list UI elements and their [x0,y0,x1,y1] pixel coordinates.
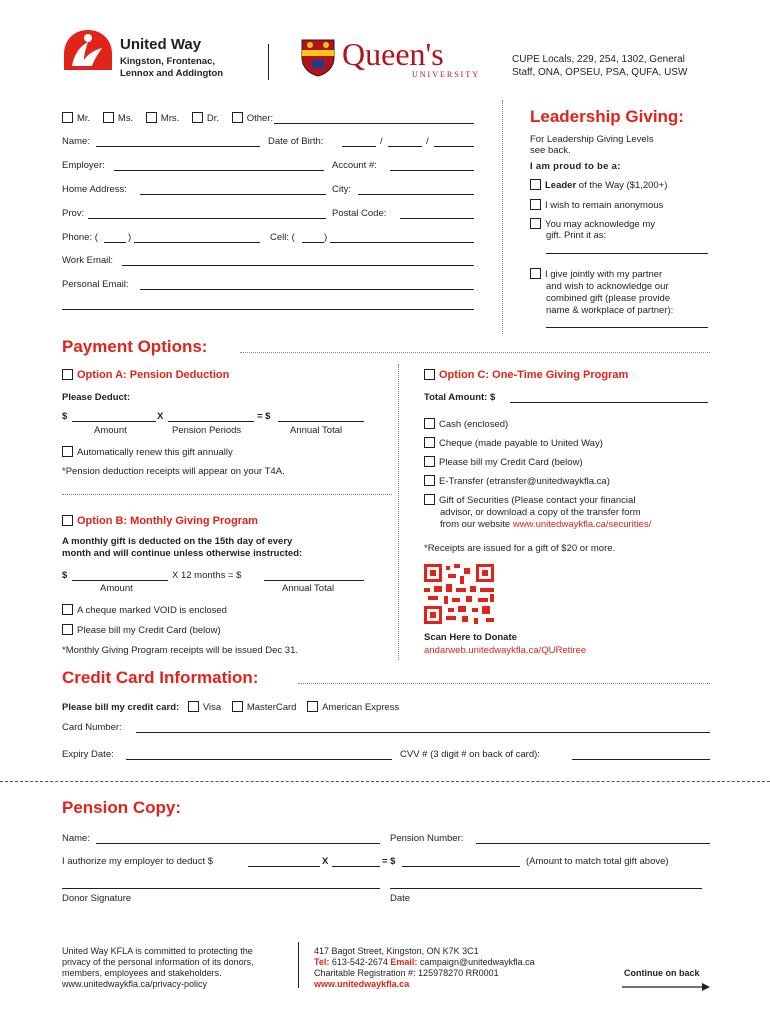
prov-label: Prov: [62,208,85,219]
home-label: Home Address: [62,184,127,195]
anon-option [530,199,663,211]
cell-label: Cell: ( [270,232,295,243]
optionC-checkbox[interactable] [424,369,435,380]
dob-day-field[interactable] [342,146,376,147]
credit-title-rule [298,683,710,684]
employer-label: Employer: [62,160,105,171]
please-deduct-label: Please Deduct: [62,392,131,403]
card-number-label: Card Number: [62,722,122,733]
personal-email-field-2[interactable] [62,309,474,310]
continue-label: Continue on back [624,968,700,978]
optC-bill-checkbox[interactable] [424,456,435,467]
optB-amount-field[interactable] [72,580,168,581]
personal-email-label: Personal Email: [62,279,129,290]
ack-option [530,218,655,230]
credit-bill-label: Please bill my credit card: [62,702,180,713]
tel-value: 613-542-2674 [329,957,391,967]
joint-label4: name & workplace of partner): [546,305,674,316]
email-value[interactable]: campaign@unitedwaykfla.ca [417,957,535,967]
auto-renew-checkbox[interactable] [62,446,73,457]
optionB-label: Option B: Monthly Giving Program [77,515,258,527]
optB-bill-label: Please bill my Credit Card (below) [77,625,221,636]
header-divider [268,44,269,80]
phone-area-field[interactable] [104,242,126,243]
leadership-note2: see back. [530,145,571,156]
ack-label1: You may acknowledge my [545,219,656,230]
city-label: City: [332,184,351,195]
continue-arrow-icon [622,982,710,992]
phone-label: Phone: ( [62,232,98,243]
queens-sub: UNIVERSITY [412,70,480,79]
city-field[interactable] [358,194,474,195]
optA-rule [62,494,392,495]
name-label: Name: [62,136,90,147]
etransfer-checkbox[interactable] [424,475,435,486]
authorize-total-field[interactable] [402,866,520,867]
footer-contact [314,957,535,967]
privacy-link[interactable]: www.unitedwaykfla.ca/privacy-policy [62,979,208,989]
cvv-field[interactable] [572,759,710,760]
cut-line [0,781,770,782]
optionC-label: Option C: One-Time Giving Program [439,369,629,381]
footer-address: 417 Bagot Street, Kingston, ON K7K 3C1 [314,946,479,956]
securities-option [424,494,635,506]
joint-label1: I give jointly with my partner [545,269,663,280]
dob-year-field[interactable] [434,146,474,147]
match-note: (Amount to match total gift above) [526,856,669,867]
credit-title: Credit Card Information: [62,668,259,687]
ack-checkbox[interactable] [530,218,541,229]
monthly-note2: month and will continue unless otherwise instructed: [62,548,303,559]
dob-label: Date of Birth: [268,136,324,147]
united-way-hand-icon [60,26,116,78]
account-field[interactable] [390,170,474,171]
monthly-receipt-note: *Monthly Giving Program receipts will be issued Dec 31. [62,645,299,656]
dr-checkbox[interactable] [192,112,203,123]
leader-rest: of the Way ($1,200+) [576,180,668,191]
optB-dollar: $ [62,570,68,581]
locals-line1: CUPE Locals, 229, 254, 1302, General [512,54,685,65]
total-field[interactable] [510,402,708,403]
payment-divider [398,364,399,660]
joint-checkbox[interactable] [530,268,541,279]
card-number-field[interactable] [136,732,710,733]
credit-card-options [62,701,399,713]
pension-note: *Pension deduction receipts will appear on your T4A. [62,466,285,477]
ack-label2: gift. Print it as: [546,230,607,241]
payment-title: Payment Options: [62,337,208,356]
auto-renew-option [62,446,233,458]
optA-x: X [157,411,164,422]
name-field[interactable] [96,146,260,147]
charity-number: Charitable Registration #: 125978270 RR0001 [314,968,499,978]
securities-label1: Gift of Securities (Please contact your financial [439,495,636,506]
dob-month-field[interactable] [388,146,422,147]
optA-periods-field[interactable] [168,421,254,422]
optA-amount-caption: Amount [94,425,127,436]
monthly-note1: A monthly gift is deducted on the 15th day of every [62,536,293,547]
amex-label: American Express [322,702,400,713]
proud-label: I am proud to be a: [530,161,621,172]
dr-label: Dr. [206,113,220,124]
cheque-void-option [62,604,227,616]
authorize-label: I authorize my employer to deduct $ [62,856,214,867]
pension-title: Pension Copy: [62,798,182,817]
securities-checkbox[interactable] [424,494,435,505]
optC-bill-option [424,456,583,468]
pension-number-label: Pension Number: [390,833,464,844]
dob-slash-2: / [426,136,429,147]
optA-periods-caption: Pension Periods [172,425,242,436]
cell-area-field[interactable] [302,242,324,243]
authorize-periods-field[interactable] [332,866,380,867]
mrs-checkbox[interactable] [146,112,157,123]
cvv-label: CVV # (3 digit # on back of card): [400,749,540,760]
qr-code-icon[interactable] [424,564,496,624]
title-options [62,112,273,124]
etransfer-label: E-Transfer (etransfer@unitedwaykfla.ca) [439,476,610,487]
cheque-void-label: A cheque marked VOID is enclosed [77,605,227,616]
ack-name-field[interactable] [546,253,708,254]
authorize-eq: = $ [382,856,396,867]
date-field[interactable] [390,888,702,889]
securities-link[interactable]: www.unitedwaykfla.ca/securities/ [512,519,652,530]
optionC [424,369,628,381]
optA-dollar: $ [62,411,68,422]
securities-label2: advisor, or download a copy of the transfer form [440,507,641,518]
joint-label3: combined gift (please provide [546,293,671,304]
home-field[interactable] [140,194,326,195]
joint-option [530,268,662,280]
account-label: Account #: [332,160,377,171]
prov-field[interactable] [88,218,326,219]
locals-line2: Staff, ONA, OPSEU, PSA, QUFA, USW [512,67,688,78]
footer-website[interactable]: www.unitedwaykfla.ca [314,979,410,989]
leader-checkbox[interactable] [530,179,541,190]
optB-bill-option [62,624,221,636]
other-field[interactable] [274,123,474,124]
pension-number-field[interactable] [476,843,710,844]
pension-name-label: Name: [62,833,90,844]
optB-total-field[interactable] [264,580,364,581]
mastercard-checkbox[interactable] [232,701,243,712]
leader-option [530,179,667,191]
optionB [62,515,258,527]
privacy-line1: United Way KFLA is committed to protecting the [62,946,253,956]
expiry-field[interactable] [126,759,392,760]
cheque-label: Cheque (made payable to United Way) [439,438,603,449]
scan-label: Scan Here to Donate [424,632,517,643]
scan-link[interactable]: andarweb.unitedwaykfla.ca/QURetiree [424,645,587,656]
pension-name-field[interactable] [96,843,380,844]
cell-field[interactable] [330,242,474,243]
cell-paren: ) [324,232,328,243]
ms-label: Ms. [117,113,134,124]
cash-label: Cash (enclosed) [439,419,509,430]
ms-checkbox[interactable] [103,112,114,123]
date-label: Date [390,893,411,904]
uw-sub2: Lennox and Addington [120,68,224,79]
optA-amount-field[interactable] [72,421,156,422]
leadership-note1: For Leadership Giving Levels [530,134,654,145]
optB-annual-caption: Annual Total [282,583,335,594]
postal-field[interactable] [400,218,474,219]
optB-amount-caption: Amount [100,583,133,594]
mr-checkbox[interactable] [62,112,73,123]
optionB-checkbox[interactable] [62,515,73,526]
optionA-label: Option A: Pension Deduction [77,369,230,381]
securities-label3: from our website [440,519,513,530]
optA-annual-caption: Annual Total [290,425,343,436]
privacy-line3: members, employees and stakeholders. [62,968,222,978]
mastercard-label: MasterCard [246,702,297,713]
visa-label: Visa [202,702,222,713]
uw-name: United Way [120,36,202,53]
visa-checkbox[interactable] [188,701,199,712]
queens-crest-icon [300,38,336,78]
joint-label2: and wish to acknowledge our [546,281,669,292]
authorize-amount-field[interactable] [248,866,320,867]
tel-label: Tel: [314,957,330,967]
cheque-option [424,437,603,449]
postal-label: Postal Code: [332,208,387,219]
anon-checkbox[interactable] [530,199,541,210]
total-label: Total Amount: $ [424,392,496,403]
joint-partner-field[interactable] [546,327,708,328]
cheque-checkbox[interactable] [424,437,435,448]
receipts-note: *Receipts are issued for a gift of $20 or more. [424,543,616,554]
expiry-label: Expiry Date: [62,749,114,760]
leadership-divider [502,100,503,334]
mr-label: Mr. [77,113,91,124]
phone-paren: ) [128,232,132,243]
amex-checkbox[interactable] [307,701,318,712]
optionA [62,369,229,381]
optA-eq: = $ [257,411,271,422]
work-email-label: Work Email: [62,255,114,266]
securities-line3 [440,519,651,530]
mrs-label: Mrs. [160,113,180,124]
personal-email-field[interactable] [140,289,474,290]
cash-option [424,418,508,430]
etransfer-option [424,475,610,487]
auto-renew-label: Automatically renew this gift annually [77,447,233,458]
optB-twelve: X 12 months = $ [172,570,242,581]
other-label: Other: [246,113,274,124]
work-email-field[interactable] [122,265,474,266]
cheque-void-checkbox[interactable] [62,604,73,615]
uw-sub1: Kingston, Frontenac, [120,56,215,67]
cash-checkbox[interactable] [424,418,435,429]
united-way-logo [60,26,250,82]
optionA-checkbox[interactable] [62,369,73,380]
leadership-title: Leadership Giving: [530,107,684,126]
email-label: Email: [390,957,418,967]
dob-slash-1: / [380,136,383,147]
authorize-x: X [322,856,329,867]
anon-label: I wish to remain anonymous [545,200,664,211]
signature-field[interactable] [62,888,380,889]
signature-label: Donor Signature [62,893,132,904]
phone-field[interactable] [134,242,260,243]
optC-bill-label: Please bill my Credit Card (below) [439,457,583,468]
other-checkbox[interactable] [232,112,243,123]
leader-bold: Leader [545,180,577,191]
optA-total-field[interactable] [278,421,364,422]
privacy-line2: privacy of the personal information of its donors, [62,957,254,967]
employer-field[interactable] [114,170,324,171]
payment-title-rule [240,352,710,353]
footer-divider [298,942,299,988]
queens-name: Queen's [342,36,444,72]
optB-bill-checkbox[interactable] [62,624,73,635]
queens-logo [300,38,490,82]
